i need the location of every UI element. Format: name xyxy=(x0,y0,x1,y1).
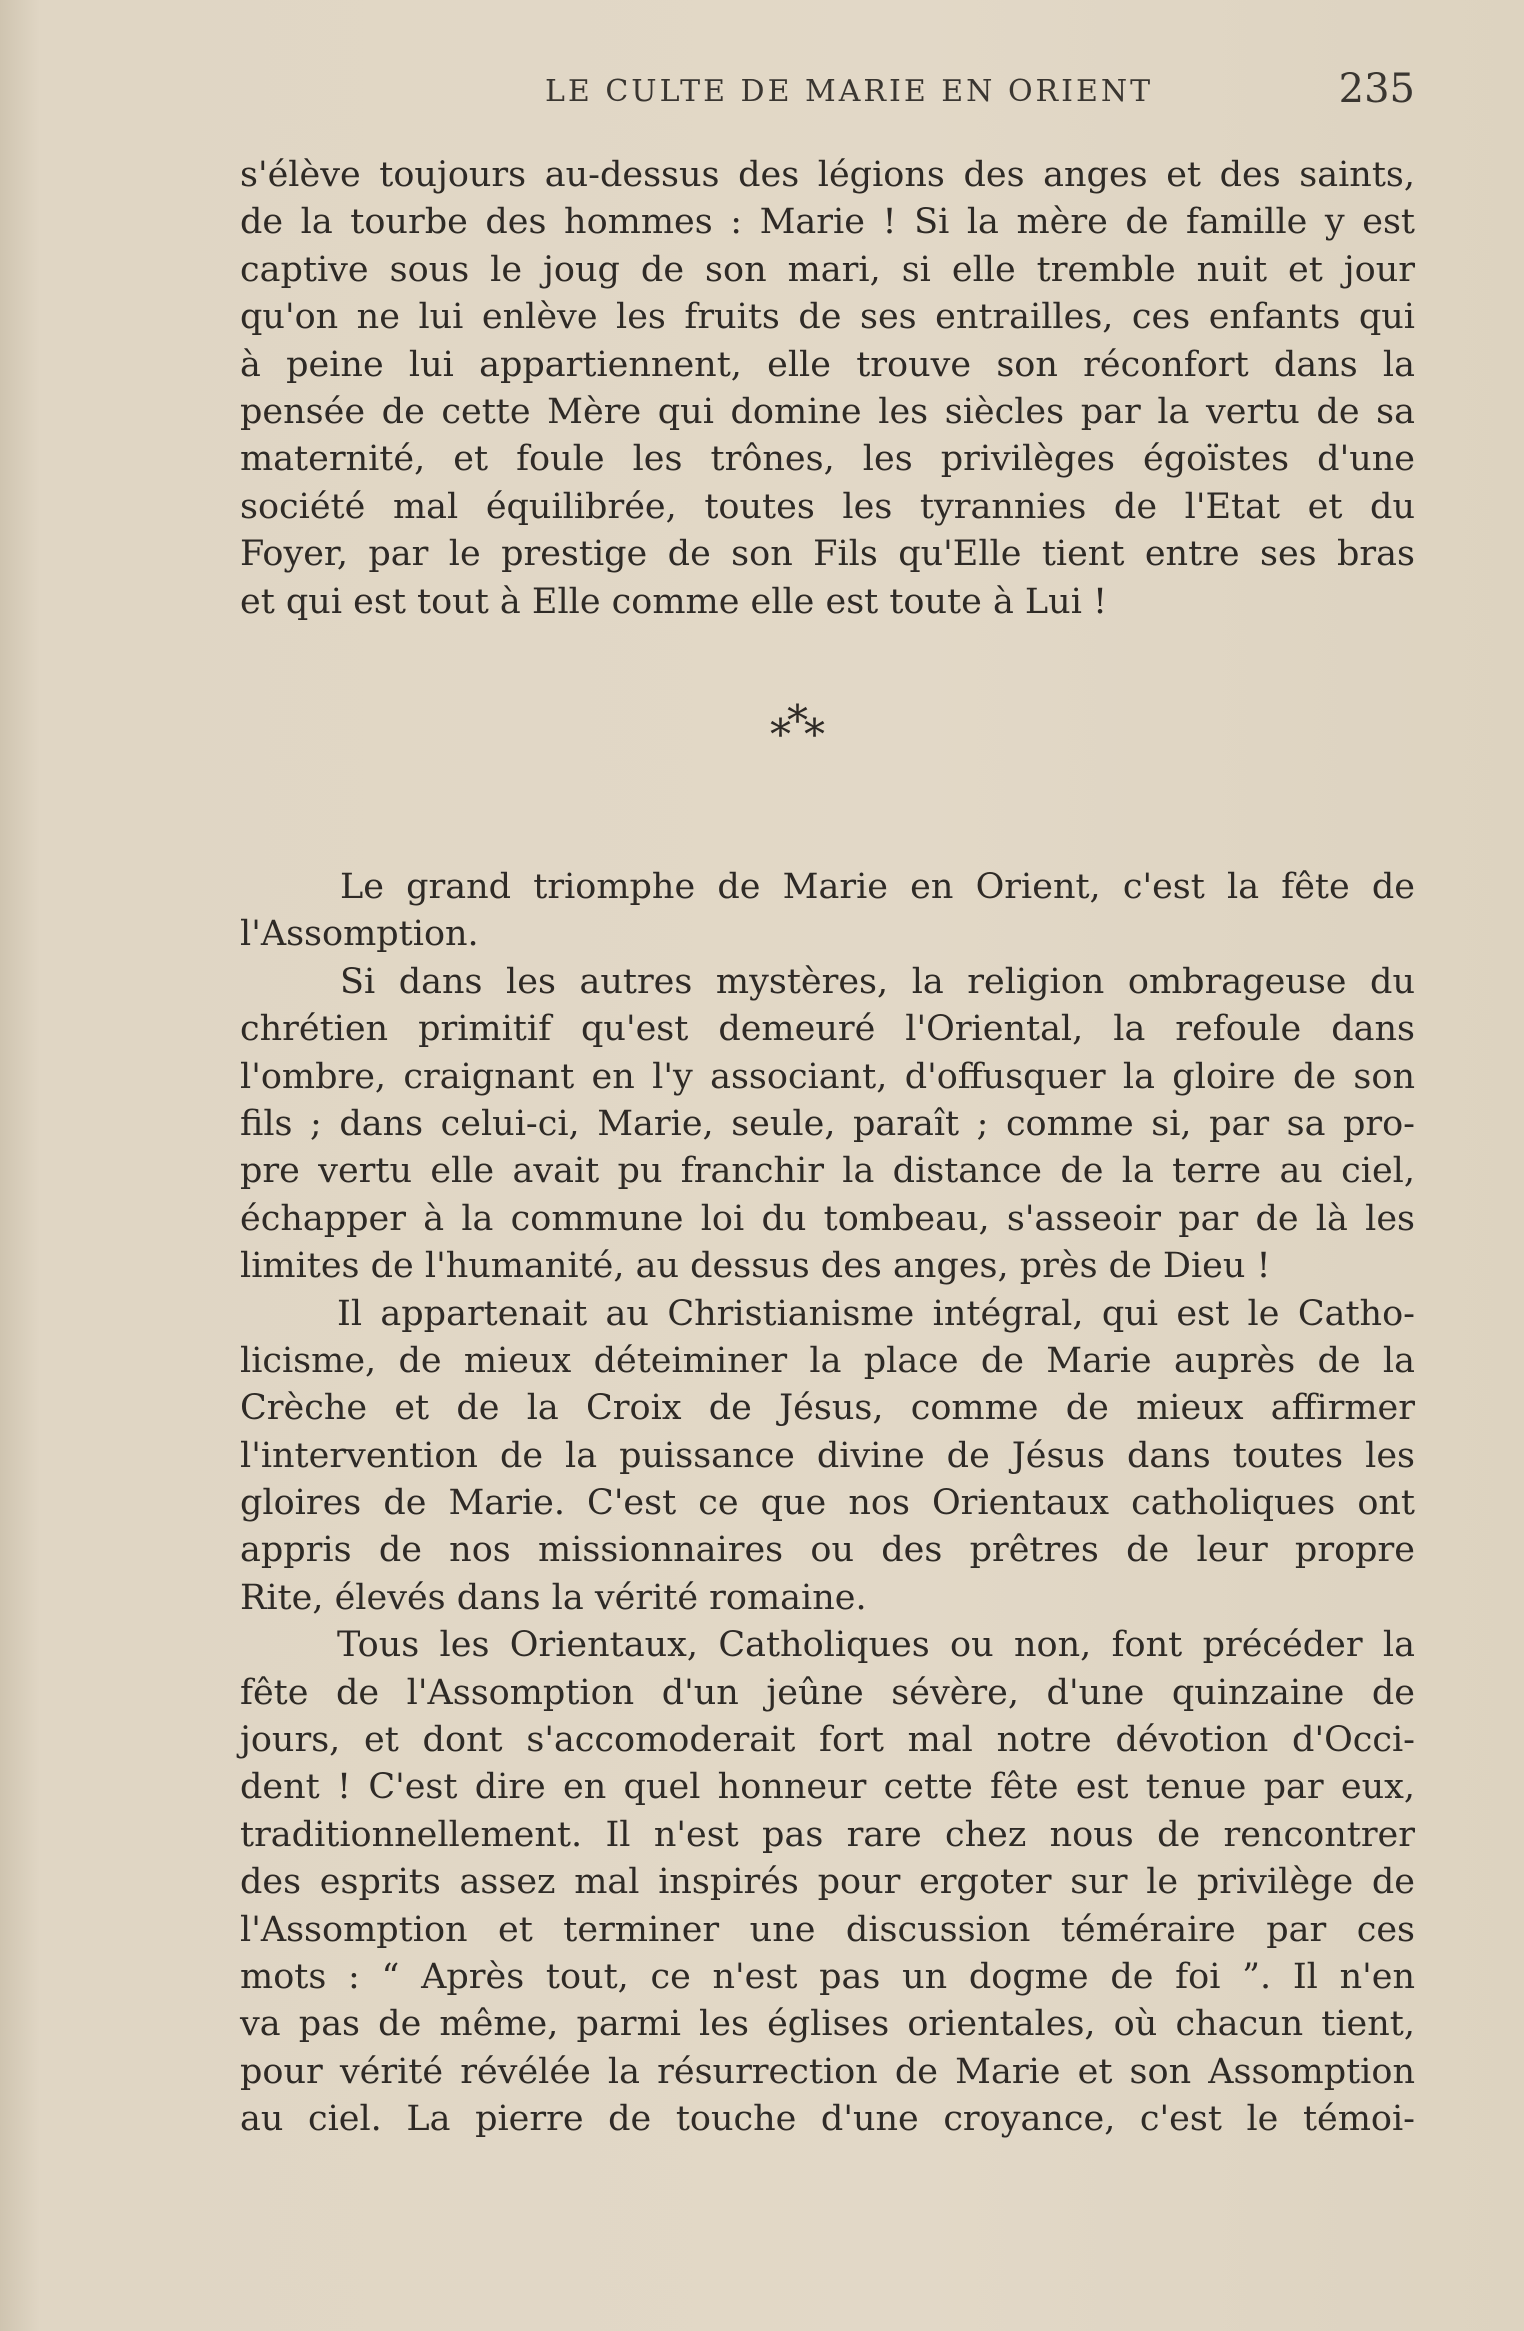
text-line: l'Assomption. xyxy=(240,914,479,955)
text-line: captive sous le joug de son mari, si elle tremble nuit et jour xyxy=(240,249,1415,290)
text-line: Le grand triomphe de Marie en Orient, c'est la fête de xyxy=(340,867,1415,907)
text-line: maternité, et foule les trônes, les privilèges égoïstes d'une xyxy=(240,439,1415,480)
text-line: Tous les Orientaux, Catholiques ou non, font précéder la xyxy=(337,1625,1415,1666)
text-line: fils ; dans celui-ci, Marie, seule, paraît ; comme si, par sa pro- xyxy=(240,1103,1415,1144)
text-line: Rite, élevés dans la vérité romaine. xyxy=(240,1577,867,1618)
text-line: au ciel. La pierre de touche d'une croyance, c'est le témoi- xyxy=(240,2099,1415,2140)
text-line: échapper à la commune loi du tombeau, s'asseoir par de là les xyxy=(240,1198,1415,1239)
text-line: fête de l'Assomption d'un jeûne sévère, d'une quinzaine de xyxy=(240,1672,1415,1713)
text-line: pour vérité révélée la résurrection de Marie et son Assomption xyxy=(240,2051,1415,2092)
text-line: gloires de Marie. C'est ce que nos Orientaux catholiques ont xyxy=(240,1483,1415,1524)
text-line: société mal équilibrée, toutes les tyrannies de l'Etat et du xyxy=(240,486,1415,527)
text-line: l'ombre, craignant en l'y associant, d'offusquer la gloire de son xyxy=(240,1056,1415,1097)
text-line: Crèche et de la Croix de Jésus, comme de mieux affirmer xyxy=(240,1388,1415,1429)
text-line: pensée de cette Mère qui domine les siècles par la vertu de sa xyxy=(240,391,1415,432)
text-line: Foyer, par le prestige de son Fils qu'Elle tient entre ses bras xyxy=(240,534,1415,575)
text-line: traditionnellement. Il n'est pas rare chez nous de rencontrer xyxy=(240,1814,1415,1855)
text-line: s'élève toujours au-dessus des légions des anges et des saints, xyxy=(240,155,1415,195)
text-line: l'Assomption et terminer une discussion téméraire par ces xyxy=(240,1909,1415,1950)
text-line: jours, et dont s'accomoderait fort mal notre dévotion d'Occi- xyxy=(240,1720,1415,1761)
text-line: l'intervention de la puissance divine de Jésus dans toutes les xyxy=(240,1435,1415,1476)
star-glyph: * xyxy=(804,710,821,759)
text-line: limites de l'humanité, au dessus des anges, près de Dieu ! xyxy=(240,1246,1271,1287)
text-line: Il appartenait au Christianisme intégral, qui est le Catho- xyxy=(337,1293,1415,1334)
star-glyph: * xyxy=(787,696,804,745)
text-line: et qui est tout à Elle comme elle est toute à Lui ! xyxy=(240,581,1108,622)
running-title: LE CULTE DE MARIE EN ORIENT xyxy=(545,74,1154,109)
running-head xyxy=(240,66,1415,126)
text-line: qu'on ne lui enlève les fruits de ses entrailles, ces enfants qui xyxy=(240,297,1415,338)
text-line: mots : “ Après tout, ce n'est pas un dogme de foi ”. Il n'en xyxy=(240,1956,1415,1997)
text-line: Si dans les autres mystères, la religion ombrageuse du xyxy=(340,961,1415,1002)
text-line: des esprits assez mal inspirés pour ergoter sur le privilège de xyxy=(240,1862,1415,1903)
star-glyph: * xyxy=(770,710,787,759)
text-line: chrétien primitif qu'est demeuré l'Oriental, la refoule dans xyxy=(240,1009,1415,1050)
text-line: de la tourbe des hommes : Marie ! Si la mère de famille y est xyxy=(240,202,1415,243)
paragraph-assomption xyxy=(240,864,1415,2144)
text-line: va pas de même, parmi les églises orientales, où chacun tient, xyxy=(240,2004,1415,2045)
section-separator-asterism xyxy=(770,696,821,759)
paragraph-continued xyxy=(240,152,1415,626)
text-line: dent ! C'est dire en quel honneur cette fête est tenue par eux, xyxy=(240,1767,1415,1808)
text-line: licisme, de mieux déteiminer la place de Marie auprès de la xyxy=(240,1340,1415,1381)
text-line: à peine lui appartiennent, elle trouve son réconfort dans la xyxy=(240,344,1415,385)
text-line: appris de nos missionnaires ou des prêtres de leur propre xyxy=(240,1530,1415,1571)
page-number: 235 xyxy=(1338,66,1415,112)
text-line: pre vertu elle avait pu franchir la distance de la terre au ciel, xyxy=(240,1151,1415,1192)
